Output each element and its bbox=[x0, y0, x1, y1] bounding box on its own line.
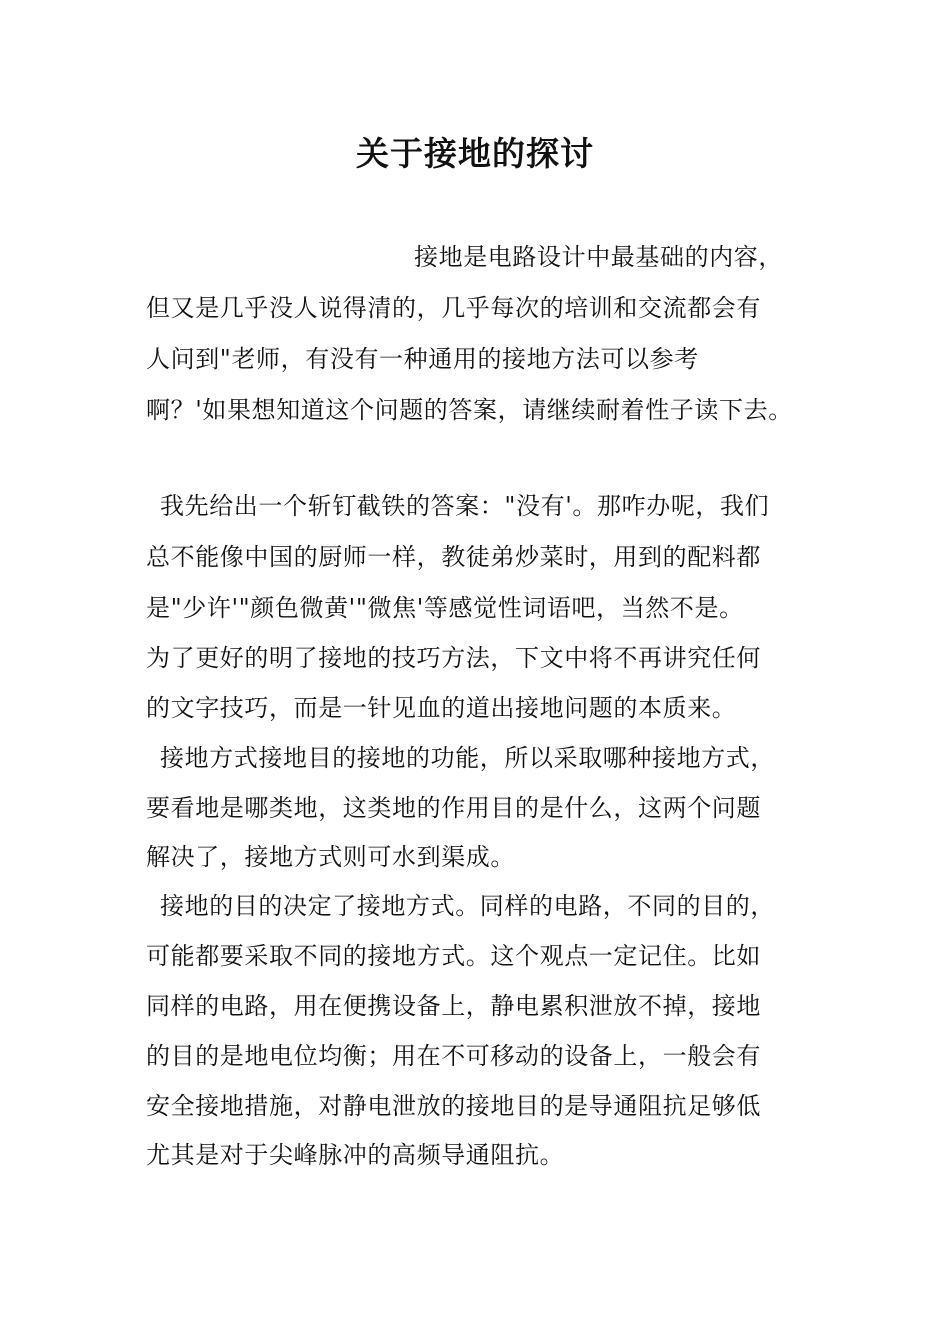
paragraph-4-line-2: 可能都要采取不同的接地方式。这个观点一定记住。比如 bbox=[146, 942, 761, 970]
paragraph-3-line-1: 接地方式接地目的接地的功能，所以采取哪种接地方式， bbox=[160, 744, 775, 772]
paragraph-1-line-4: 啊？'如果想知道这个问题的答案，请继续耐着性子读下去。 bbox=[146, 396, 793, 424]
paragraph-3-line-3: 解决了，接地方式则可水到渠成。 bbox=[146, 843, 515, 871]
paragraph-3-line-2: 要看地是哪类地，这类地的作用目的是什么，这两个问题 bbox=[146, 794, 761, 822]
document-title: 关于接地的探讨 bbox=[356, 134, 594, 173]
paragraph-4-line-1: 接地的目的决定了接地方式。同样的电路，不同的目的， bbox=[160, 892, 775, 920]
paragraph-2-line-4: 为了更好的明了接地的技巧方法，下文中将不再讲究任何 bbox=[146, 644, 761, 672]
paragraph-4-line-3: 同样的电路，用在便携设备上，静电累积泄放不掉，接地 bbox=[146, 992, 761, 1020]
paragraph-1-line-1: 接地是电路设计中最基础的内容， bbox=[414, 243, 783, 271]
paragraph-2-line-1: 我先给出一个斩钉截铁的答案："没有'。那咋办呢，我们 bbox=[160, 492, 770, 520]
paragraph-2-line-5: 的文字技巧，而是一针见血的道出接地问题的本质来。 bbox=[146, 694, 737, 722]
paragraph-1-line-2: 但又是几乎没人说得清的，几乎每次的培训和交流都会有 bbox=[146, 294, 761, 322]
paragraph-4-line-5: 安全接地措施，对静电泄放的接地目的是导通阻抗足够低 bbox=[146, 1092, 761, 1120]
paragraph-2-line-2: 总不能像中国的厨师一样，教徒弟炒菜时，用到的配料都 bbox=[146, 543, 761, 571]
paragraph-2-line-3: 是"少许'"颜色微黄'"微焦'等感觉性词语吧，当然不是。 bbox=[146, 594, 744, 622]
paragraph-1-line-3: 人问到"老师，有没有一种通用的接地方法可以参考 bbox=[146, 345, 699, 373]
paragraph-4-line-6: 尤其是对于尖峰脉冲的高频导通阻抗。 bbox=[146, 1141, 565, 1169]
paragraph-4-line-4: 的目的是地电位均衡；用在不可移动的设备上，一般会有 bbox=[146, 1042, 761, 1070]
